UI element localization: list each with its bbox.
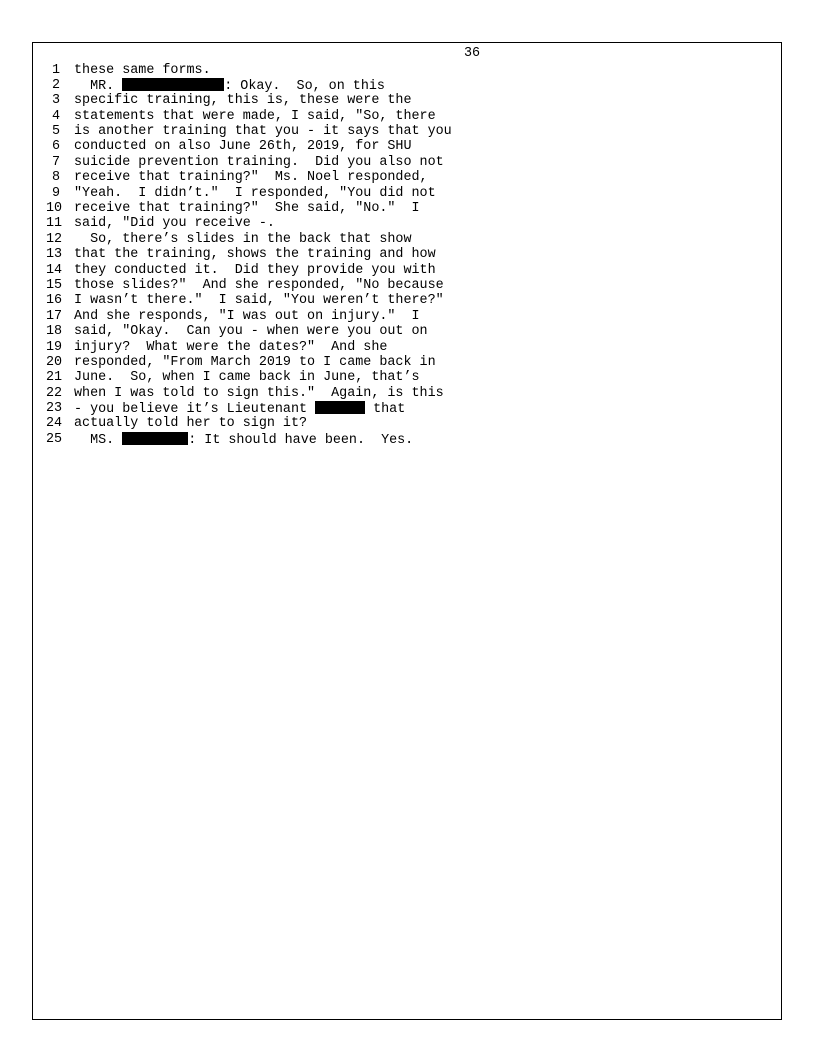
line-number: 4 (51, 108, 60, 124)
line-text: specific training, this is, these were the (74, 93, 412, 109)
line-number: 22 (46, 385, 63, 401)
transcript-line (46, 216, 452, 231)
speaker-prefix: MR. (74, 78, 123, 94)
line-number: 17 (46, 308, 63, 324)
line-continuation: : Okay. So, on this (224, 78, 385, 94)
transcript-line (46, 186, 452, 201)
line-number: 25 (46, 431, 63, 447)
line-text (74, 401, 405, 416)
line-text: conducted on also June 26th, 2019, for SHU (74, 139, 412, 155)
line-text: receive that training?" Ms. Noel responded, (74, 170, 428, 186)
line-number: 13 (46, 247, 63, 263)
transcript-line (46, 278, 452, 293)
line-number: 24 (46, 416, 63, 432)
line-text: when I was told to sign this." Again, is this (74, 385, 444, 401)
transcript-line (46, 170, 452, 185)
line-text: is another training that you - it says that you (74, 124, 452, 140)
line-number: 16 (46, 293, 63, 309)
transcript-line (46, 247, 452, 262)
transcript-line (46, 416, 452, 431)
transcript-line (46, 401, 452, 416)
line-number: 5 (51, 124, 60, 140)
line-text: responded, "From March 2019 to I came back in (74, 354, 436, 370)
transcript-line (46, 340, 452, 355)
transcript-line (46, 155, 452, 170)
line-number: 20 (46, 354, 63, 370)
line-number: 21 (46, 370, 63, 386)
page-number: 36 (464, 46, 481, 61)
transcript-line (46, 309, 452, 324)
line-number: 23 (46, 401, 63, 417)
line-number: 10 (46, 201, 63, 217)
line-text: injury? What were the dates?" And she (74, 339, 388, 355)
line-number: 19 (46, 339, 63, 355)
transcript-line (46, 324, 452, 339)
transcript-line (46, 63, 452, 78)
line-text: suicide prevention training. Did you also not (74, 154, 444, 170)
redaction-box (122, 78, 224, 91)
line-continuation: : It should have been. Yes. (188, 432, 414, 448)
line-text: said, "Did you receive -. (74, 216, 275, 232)
transcript-line (46, 78, 452, 93)
line-number: 1 (51, 62, 60, 78)
line-number: 6 (51, 139, 60, 155)
line-text: those slides?" And she responded, "No because (74, 277, 444, 293)
transcript-line (46, 370, 452, 385)
transcript (46, 63, 452, 448)
line-continuation: that (365, 402, 406, 418)
transcript-line (46, 93, 452, 108)
transcript-line (46, 386, 452, 401)
redaction-box (315, 401, 365, 414)
line-text: June. So, when I came back in June, that’s (74, 370, 420, 386)
transcript-line (46, 139, 452, 154)
line-number: 3 (51, 93, 60, 109)
transcript-line (46, 124, 452, 139)
line-prefix: - you believe it’s Lieutenant (74, 402, 316, 418)
line-number: 8 (51, 170, 60, 186)
line-number: 14 (46, 262, 63, 278)
line-text: they conducted it. Did they provide you with (74, 262, 436, 278)
line-text: actually told her to sign it? (74, 416, 308, 432)
line-text (74, 432, 413, 447)
line-text: these same forms. (74, 62, 211, 78)
line-text: So, there’s slides in the back that show (74, 231, 412, 247)
transcript-line (46, 355, 452, 370)
line-text: statements that were made, I said, "So, there (74, 108, 436, 124)
speaker-prefix: MS. (74, 432, 123, 448)
line-text (74, 78, 385, 93)
line-number: 9 (51, 185, 60, 201)
line-number: 18 (46, 324, 63, 340)
redaction-box (122, 432, 188, 445)
line-number: 15 (46, 277, 63, 293)
transcript-line (46, 432, 452, 447)
transcript-line (46, 232, 452, 247)
line-text: that the training, shows the training and how (74, 247, 436, 263)
line-number: 11 (46, 216, 63, 232)
line-text: I wasn’t there." I said, "You weren’t there?" (74, 293, 444, 309)
transcript-line (46, 293, 452, 308)
transcript-line (46, 263, 452, 278)
transcript-line (46, 109, 452, 124)
line-text: "Yeah. I didn’t." I responded, "You did not (74, 185, 436, 201)
line-text: And she responds, "I was out on injury." I (74, 308, 420, 324)
line-number: 7 (51, 154, 60, 170)
line-text: said, "Okay. Can you - when were you out on (74, 324, 428, 340)
line-number: 2 (51, 77, 60, 93)
line-text: receive that training?" She said, "No." I (74, 201, 420, 217)
transcript-line (46, 201, 452, 216)
line-number: 12 (46, 231, 63, 247)
